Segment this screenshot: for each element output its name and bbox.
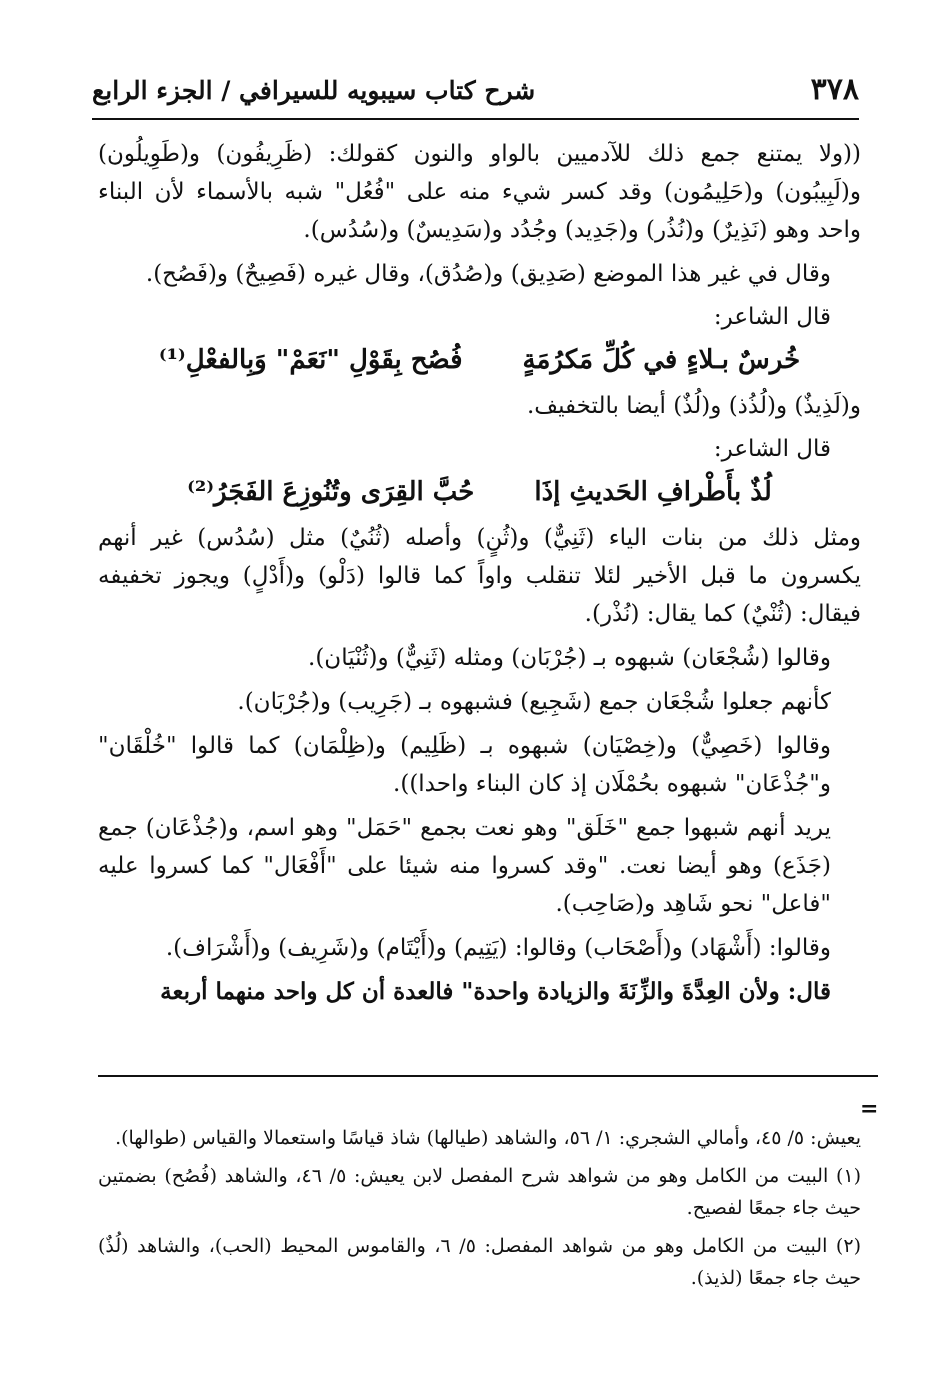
footnote-continuation-mark: = — [860, 1096, 879, 1122]
footnotes — [98, 1122, 861, 1300]
verse-2-first-hemistich: لُذٌ بأَطْرافِ الحَديثِ إذَا — [534, 477, 772, 507]
verse-1 — [98, 337, 861, 383]
paragraph-9: وقالوا: (أَشْهَاد) و(أَصْحَاب) وقالوا: (يَتِيم) و(أَيْتَام) و(شَرِيف) و(أَشْرَاف). — [165, 935, 831, 961]
main-text — [98, 135, 861, 1017]
paragraph-10: قال: ولأن العِدَّةَ والزِّنَةَ والزيادة واحدة" فالعدة أن كل واحد منهما أربعة — [160, 978, 831, 1005]
paragraph-5: وقالوا (شُجْعَان) شبهوه بـ (جُرْبَان) ومثله (ثَنِيٌّ) و(ثُنْيَان). — [308, 645, 831, 671]
verse-2 — [98, 469, 861, 515]
paragraph-3: و(لَذِيذٌ) و(لُذُذ) و(لُذٌ) أيضا بالتخفيف. — [526, 393, 861, 419]
paragraph-2: وقال في غير هذا الموضع (صَدِيق) و(صُدُق)، وقال غيره (فَصِيحٌ) و(فَصُح). — [145, 261, 831, 287]
paragraph-7: وقالوا (خَصِيٌّ) و(خِصْيَان) شبهوه بـ (ظَلِيم) و(ظِلْمَان) كما قالوا "خُلْقَان" و"جُذْعَان" شبهوه بحُمْلَان إذ كان البناء واحدا)). — [98, 733, 831, 797]
paragraph-4: ومثل ذلك من بنات الياء (ثَنِيٌّ) و(ثُنٍ) وأصله (ثُنُيٌ) مثل (سُدُس) غير أنهم يكسرون ما قبل الأخير لئلا تنقلب واواً كما قالوا (دَلْو) و(أَدْلٍ) ويجوز تخفيفه فيقال: (ثُنْيٌ) كما يقال: (نُذْر). — [98, 525, 861, 627]
poet-label-1: قال الشاعر: — [713, 304, 831, 330]
poet-label-2: قال الشاعر: — [713, 436, 831, 462]
paragraph-6: كأنهم جعلوا شُجْعَان جمع (شَجِيع) فشبهوه بـ (جَرِيب) و(جُرْبَان). — [237, 689, 831, 715]
footnote-separator — [98, 1075, 878, 1077]
verse-2-second-hemistich: حُبَّ القِرَى وتُنُوزِعَ الفَجَرُ⁽²⁾ — [187, 477, 475, 507]
running-title: شرح كتاب سيبويه للسيرافي / الجزء الرابع — [92, 76, 536, 105]
verse-1-first-hemistich: خُرسٌ بـلاءٍ في كُلِّ مَكرُمَةٍ — [522, 345, 801, 375]
footnote-1: (١) البيت من الكامل وهو من شواهد شرح المفصل لابن يعيش: ٥/ ٤٦، والشاهد (فُصُح) بضمتين حيث جاء جمعًا لفصيح. — [98, 1165, 861, 1219]
paragraph-1: ((ولا يمتنع جمع ذلك للآدميين بالواو والنون كقولك: (ظَرِيفُون) و(طَوِيلُون) و(لَبِيبُون) و(حَلِيمُون) وقد كسر شيء منه على "فُعُل" شبه بالأسماء لأن البناء واحد وهو (نَذِيرٌ) و(نُذُر) و(جَدِيد) وجُدُد و(سَدِيسٌ) و(سُدُس). — [98, 141, 861, 243]
verse-1-second-hemistich: فُصُح بِقَوْلِ "نَعَمْ" وَبِالفعْلِ⁽¹⁾ — [158, 345, 463, 375]
page-number: ٣٧٨ — [810, 72, 859, 107]
footnote-2: (٢) البيت من الكامل وهو من شواهد المفصل: ٥/ ٦، والقاموس المحيط (الحب)، والشاهد (لُذٌ) حيث جاء جمعًا (لذيذ). — [98, 1235, 861, 1289]
page-header — [92, 68, 859, 120]
footnote-continued: يعيش: ٥/ ٤٥، وأمالي الشجري: ١/ ٥٦، والشاهد (طيالها) شاذ قياسًا واستعمالا والقياس (طوالها). — [115, 1127, 861, 1149]
paragraph-8: يريد أنهم شبهوا جمع "خَلَق" وهو نعت بجمع "حَمَل" وهو اسم، و(جُذْعَان) جمع (جَذَع) وهو أيضا نعت. "وقد كسروا منه شيئا على "أَفْعَال" كما كسروا عليه "فاعل" نحو شَاهِد و(صَاحِب). — [98, 815, 831, 917]
